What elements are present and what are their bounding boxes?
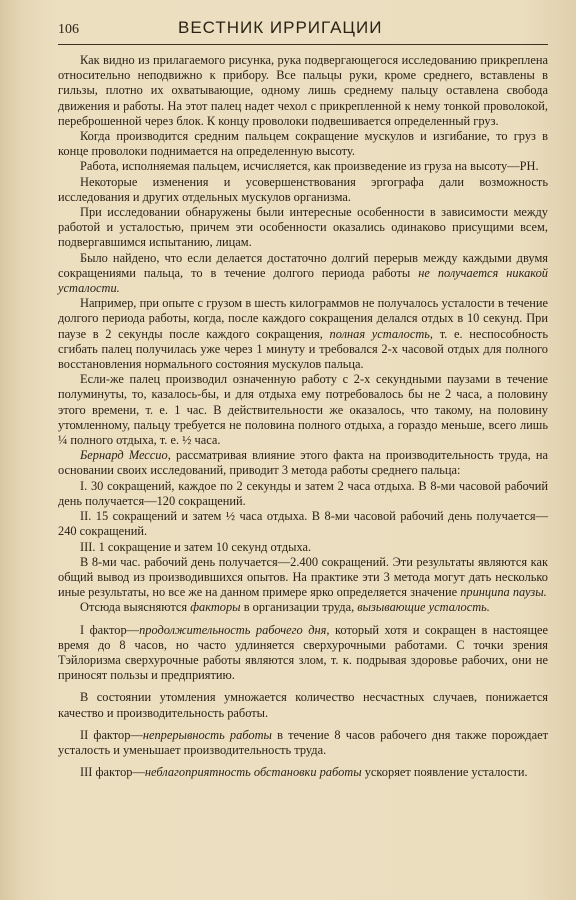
paragraph xyxy=(58,600,548,615)
paragraph-text: Отсюда выясняются xyxy=(80,600,188,615)
paragraph xyxy=(58,296,548,372)
paragraph xyxy=(58,555,548,601)
paragraph xyxy=(58,448,548,478)
paragraph-text: ускоряет появление усталости. xyxy=(364,765,528,780)
method-item: III. 1 сокращение и затем 10 секунд отдыха. xyxy=(80,539,312,554)
paragraph: Работа, исполняемая пальцем, исчисляется, как произведение из груза на высоту—PH. xyxy=(80,159,539,174)
emphasis: непрерывность работы xyxy=(142,727,272,742)
running-header xyxy=(58,18,548,45)
emphasis: принципа паузы. xyxy=(460,585,547,600)
paragraph-text: рассматривая влияние этого факта на производительность труда, на основании своих исследований, приводит 3 метода работы среднего пальца: xyxy=(58,448,548,478)
emphasis: не получается никакой усталости. xyxy=(58,265,549,296)
paragraph: При исследовании обнаружены были интересные особенности в зависимости между работой и усталостью, причем эти особенности оказались одинаково присущими всем, подвергавшимся испытанию, лицам. xyxy=(58,205,548,250)
paragraph: Некоторые изменения и усовершенствования эргографа дали возможность исследования и других отдельных мускулов организма. xyxy=(58,174,548,204)
author-name: Бернард Мессио, xyxy=(80,448,171,463)
paragraph: Как видно из прилагаемого рисунка, рука подвергающегося исследованию прикреплена относительно неподвижно к прибору. Все пальцы руки, кроме среднего, вставлены в гильзы, плотно их охватывающие, одному лишь среднему пальцу оставлена свобода движения и работы. На этот палец надет чехол с прикрепленной к нему тонкой проволокой, переброшенной через блок. К концу проволоки подвешивается определенный груз. xyxy=(58,53,548,128)
paragraph-text: который хотя и сокращен в настоящее время до 8 часов, но часто удлиняется сверхурочными работами. С точки зрения Тэйлоризма сверхурочные работы являются злом, т. к. подрывая здоровье рабочих, они не приносят пользы и предприятию. xyxy=(58,622,548,683)
paragraph: В состоянии утомления умножается количество несчастных случаев, понижается качество и производительность работы. xyxy=(58,690,548,720)
paragraph-text: в течение 8 часов рабочего дня также порождает усталость и уменьшает производительность труда. xyxy=(58,727,548,757)
page-number: 106 xyxy=(58,22,79,37)
method-item: I. 30 сокращений, каждое по 2 секунды и затем 2 часа отдыха. В 8-ми часовой рабочий день получается—120 сокращений. xyxy=(58,478,548,508)
factor-paragraph xyxy=(58,623,548,684)
paragraph: Когда производится средним пальцем сокращение мускулов и изгибание, то груз в конце проволоки поднимается на определенную высоту. xyxy=(58,129,548,159)
factor-label: I фактор— xyxy=(80,622,140,637)
article-body xyxy=(58,53,548,780)
emphasis: полная усталость, xyxy=(329,326,434,341)
paragraph: Если-же палец производил означенную работу с 2-х секундными паузами в течение полуминуты, то, казалось-бы, и для отдыха ему потребовалось бы не 2 часа, а половину этого времени, т. е. 1 час. В действительности же оказалось, что такому, на половину утомленному, пальцу требуется не половина полного отдыха, а гораздо меньше, всего лишь ¼ полного отдыха, т. е. ½ часа. xyxy=(58,372,548,448)
emphasis: факторы xyxy=(190,600,241,615)
emphasis: вызывающие усталость. xyxy=(357,600,490,615)
factor-label: III фактор— xyxy=(80,765,145,780)
paragraph-text: т. е. неспособность сгибать палец получилась уже через 1 минуту и требовался 2-х часовой отдых для полного восстановления нормального состояния мускулов пальца. xyxy=(58,326,549,372)
paragraph-text: Например, при опыте с грузом в шесть килограммов не получалось усталости в течение долгого периода работы, когда, после каждого сокращения делался отдых в 10 секунд. При паузе в 2 секунды после каждого сокращения, xyxy=(58,296,548,341)
journal-title: ВЕСТНИК ИРРИГАЦИИ xyxy=(178,18,383,37)
emphasis: неблагоприятность обстановки работы xyxy=(144,765,362,780)
method-item: II. 15 сокращений и затем ½ часа отдыха. В 8-ми часовой рабочий день получается—240 сокращений. xyxy=(58,509,548,539)
factor-paragraph xyxy=(58,765,548,780)
emphasis: продолжительность рабочего дня, xyxy=(139,622,330,637)
factor-label: II фактор— xyxy=(80,727,143,742)
paragraph-text: Было найдено, что если делается достаточно долгий перерыв между каждыми двумя сокращениями пальца, то в течение долгого периода работы xyxy=(58,250,548,280)
paragraph-text: В 8-ми час. рабочий день получается—2.400 сокращений. Эти результаты являются как общий вывод из производившихся опытов. На практике эти 3 метода могут дать несколько иные результаты, но все же на данном примере ярко определяется значение xyxy=(58,554,548,600)
paragraph xyxy=(58,251,548,297)
paragraph-text: в организации труда, xyxy=(243,600,355,615)
factor-paragraph xyxy=(58,728,548,758)
